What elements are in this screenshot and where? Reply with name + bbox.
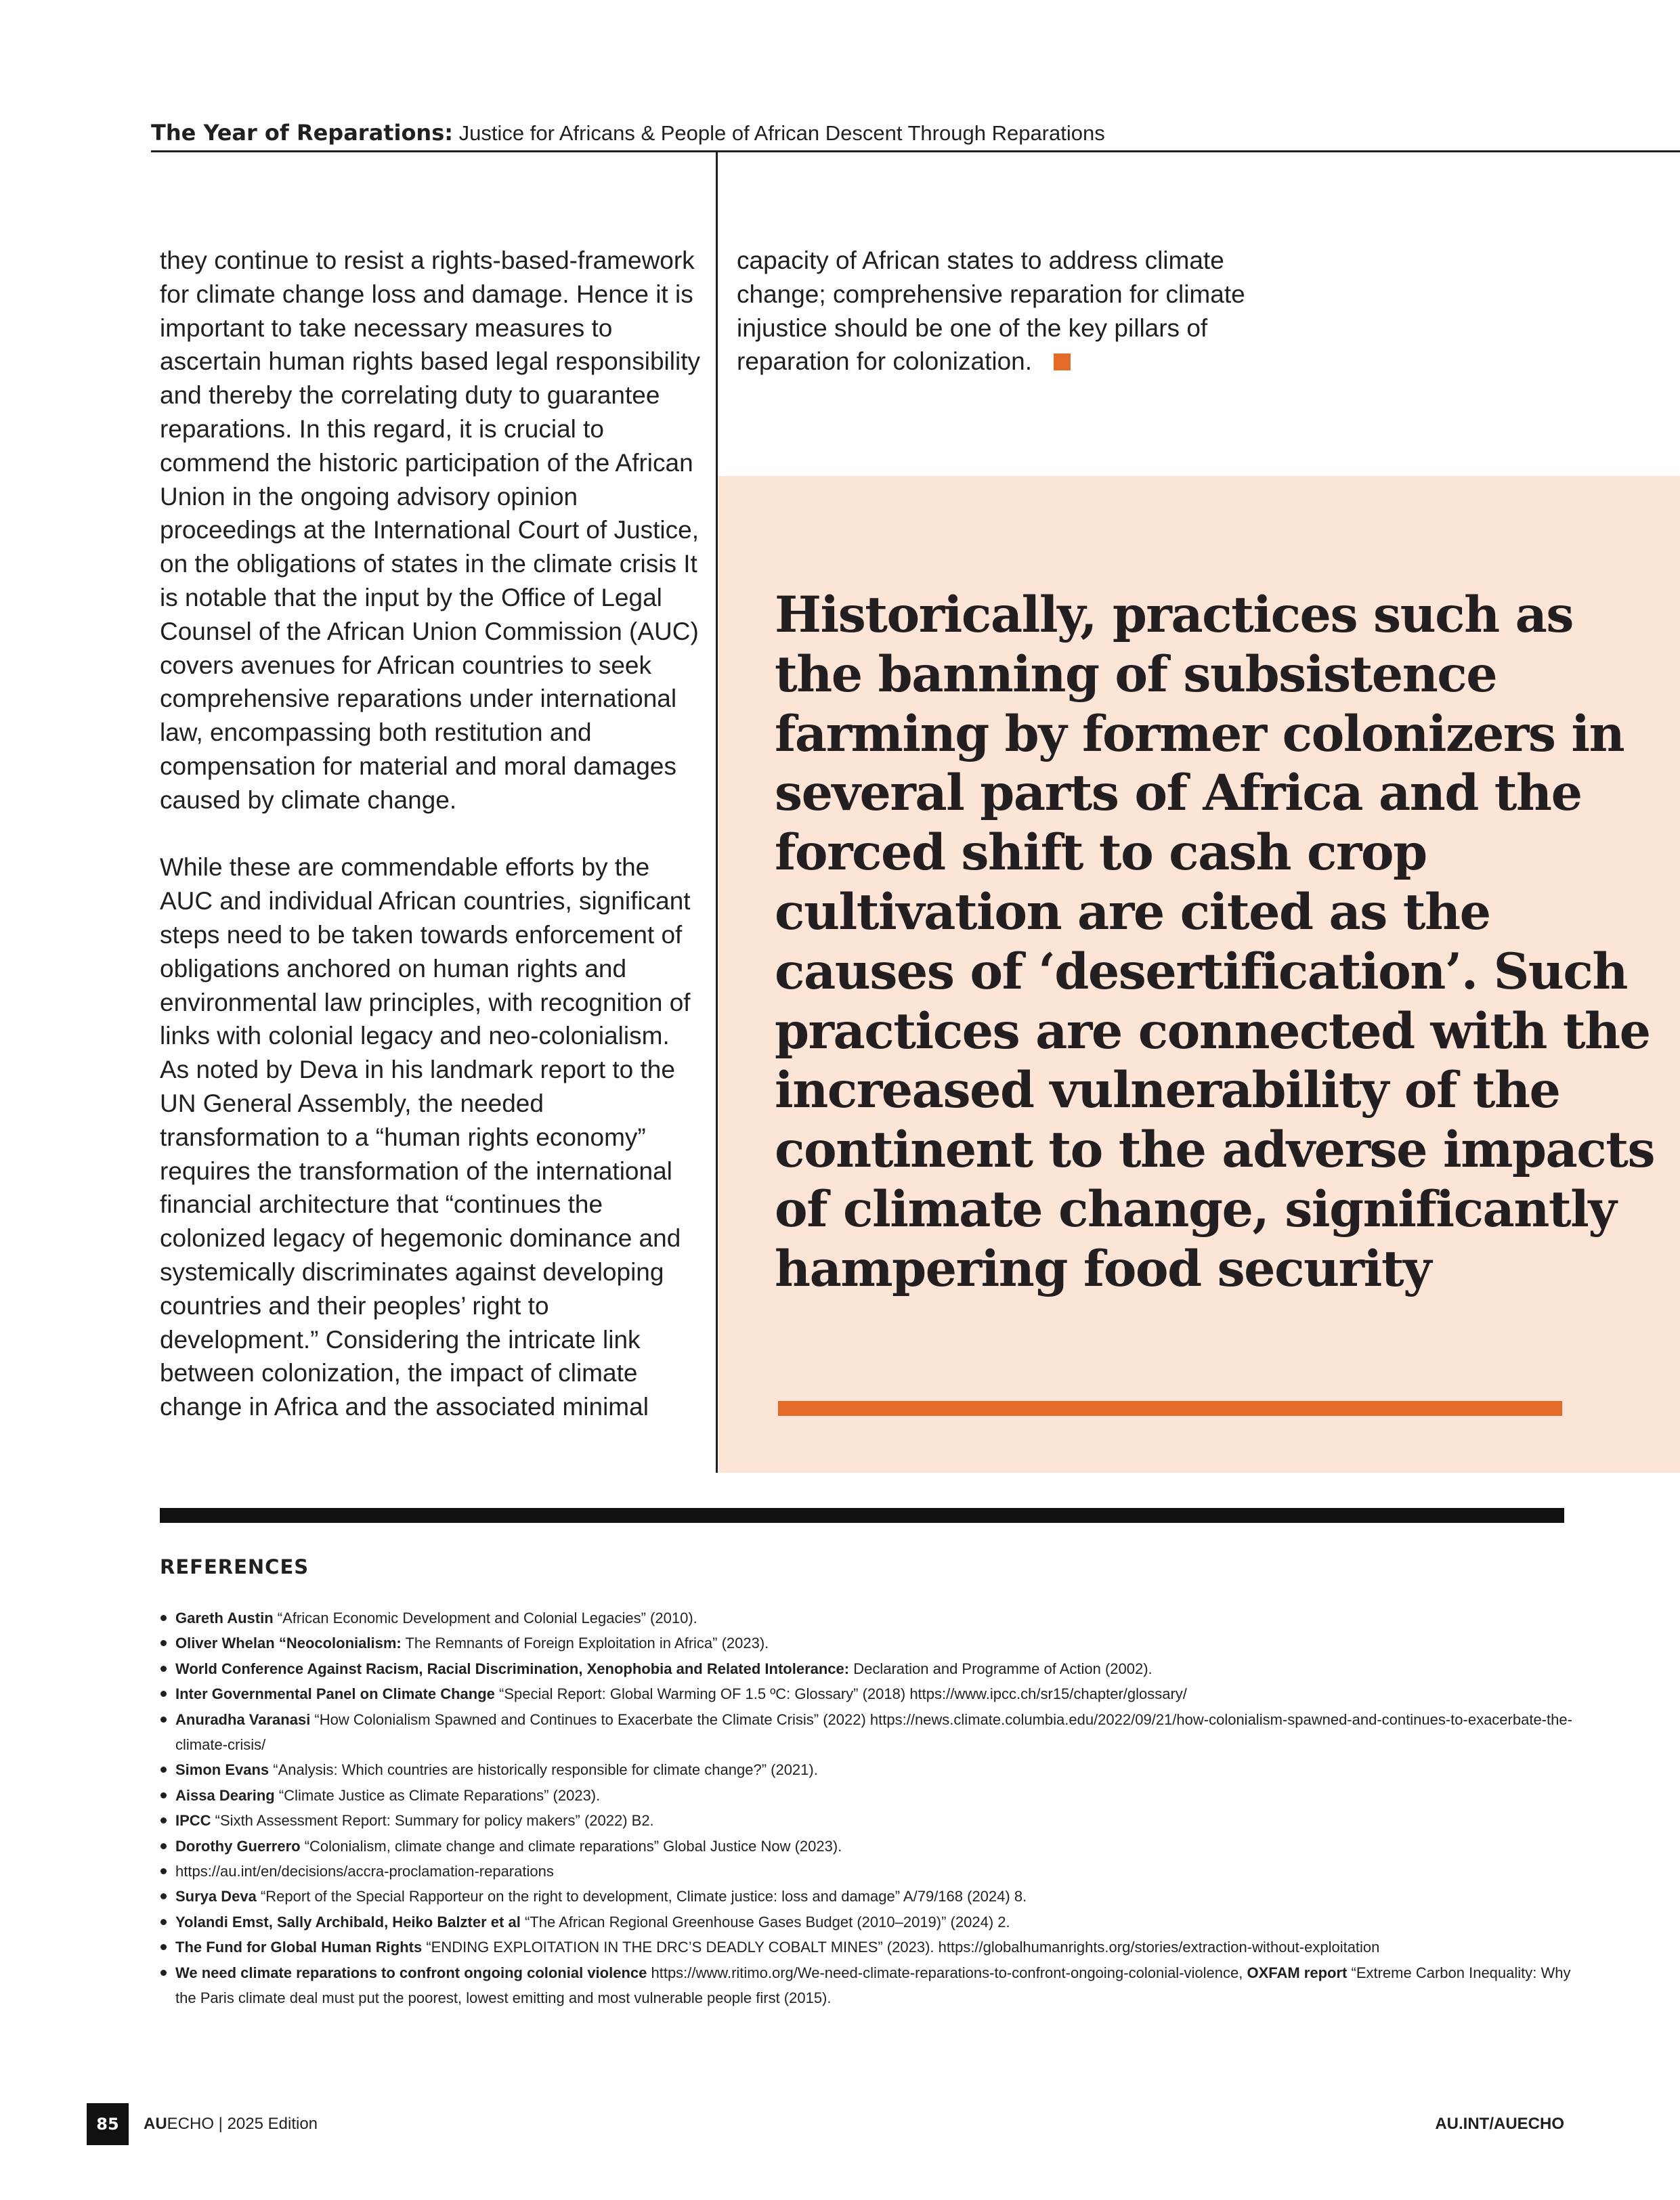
reference-item: We need climate reparations to confront ongoing colonial violence https://www.ritimo.org/We-need-climate-reparations-to-confront-ongoing-colonial-violence, OXFAM report “Extreme Carbon Inequality: Why the Paris climate deal must put the poorest, lowest emitting and most vulnerable people first (2015). (160, 1960, 1575, 2011)
reference-item: Inter Governmental Panel on Climate Change “Special Report: Global Warming OF 1.5 ºC: Glossary” (2018) https://www.ipcc.ch/sr15/chapter/glossary/ (160, 1681, 1575, 1706)
footer-publication (144, 2113, 318, 2135)
reference-link: https://au.int/en/decisions/accra-proclamation-reparations (175, 1863, 554, 1880)
right-column (737, 244, 1278, 379)
reference-item: World Conference Against Racism, Racial Discrimination, Xenophobia and Related Intolerance: Declaration and Programme of Action (2002). (160, 1656, 1575, 1681)
reference-item: The Fund for Global Human Rights “ENDING EXPLOITATION IN THE DRC’S DEADLY COBALT MINES” (2023). https://globalhumanrights.org/stories/extraction-without-exploitation (160, 1935, 1575, 1960)
reference-item (160, 1859, 1575, 1884)
column-divider (716, 152, 718, 1473)
reference-item: IPCC “Sixth Assessment Report: Summary for policy makers” (2022) B2. (160, 1808, 1575, 1833)
pullquote-accent-bar (778, 1401, 1562, 1416)
body-paragraph: they continue to resist a rights-based-framework for climate change loss and damage. Hence it is important to take necessary measures to ascertain human rights based legal responsibility and thereby the correlating duty to guarantee reparations. In this regard, it is crucial to commend the historic participation of the African Union in the ongoing advisory opinion proceedings at the International Court of Justice, on the obligations of states in the climate crisis It is notable that the input by the Office of Legal Counsel of the African Union Commission (AUC) covers avenues for African countries to seek comprehensive reparations under international law, encompassing both restitution and compensation for material and moral damages caused by climate change. (160, 246, 700, 814)
body-paragraph-text: capacity of African states to address climate change; comprehensive reparation for climate injustice should be one of the key pillars of reparation for colonization. (737, 246, 1245, 376)
references-heading: REFERENCES (160, 1555, 309, 1578)
footer-url: AU.INT/AUECHO (1435, 2115, 1564, 2133)
body-paragraph (737, 244, 1278, 379)
reference-item: Simon Evans “Analysis: Which countries are historically responsible for climate change?” (2021). (160, 1757, 1575, 1782)
reference-item: Anuradha Varanasi “How Colonialism Spawned and Continues to Exacerbate the Climate Crisis” (2022) https://news.climate.columbia.edu/2022/09/21/how-colonialism-spawned-and-continues-to-exacerbate-the-climate-crisis/ (160, 1707, 1575, 1758)
reference-item: Yolandi Emst, Sally Archibald, Heiko Balzter et al “The African Regional Greenhouse Gases Budget (2010–2019)” (2024) 2. (160, 1910, 1575, 1935)
footer-edition: | 2025 Edition (214, 2115, 318, 2133)
reference-item: Surya Deva “Report of the Special Rapporteur on the right to development, Climate justice: loss and damage” A/79/168 (2024) 8. (160, 1884, 1575, 1909)
page-number-badge: 85 (87, 2103, 129, 2145)
pullquote: Historically, practices such as the banning of subsistence farming by former colonizers in several parts of Africa and the forced shift to cash crop cultivation are cited as the causes of ‘desertification’. Such practices are connected with the increased vulnerability of the continent to the adverse impacts of climate change, significantly hampering food security (775, 586, 1655, 1298)
footer-brand-echo: ECHO (167, 2115, 215, 2133)
references-list (160, 1605, 1575, 2011)
running-header (151, 119, 1680, 147)
reference-item: Oliver Whelan “Neocolonialism: The Remnants of Foreign Exploitation in Africa” (2023). (160, 1631, 1575, 1656)
running-header-title: The Year of Reparations: (151, 120, 454, 146)
reference-item: Gareth Austin “African Economic Development and Colonial Legacies” (2010). (160, 1605, 1575, 1631)
reference-item: Dorothy Guerrero “Colonialism, climate change and climate reparations” Global Justice Now (2023). (160, 1834, 1575, 1859)
body-paragraph: While these are commendable efforts by the AUC and individual African countries, significant steps need to be taken towards enforcement of obligations anchored on human rights and environmental law principles, with recognition of links with colonial legacy and neo-colonialism. As noted by Deva in his landmark report to the UN General Assembly, the needed transformation to a “human rights economy” requires the transformation of the international financial architecture that “continues the colonized legacy of hegemonic dominance and systemically discriminates against developing countries and their peoples’ right to development.” Considering the intricate link between colonization, the impact of climate change in Africa and the associated minimal (160, 853, 691, 1421)
references-rule (160, 1508, 1564, 1523)
end-of-article-mark (1054, 353, 1071, 370)
footer-brand-au: AU (144, 2115, 167, 2133)
reference-item: Aissa Dearing “Climate Justice as Climate Reparations” (2023). (160, 1783, 1575, 1808)
left-column (160, 244, 702, 1424)
header-rule (151, 150, 1680, 152)
running-header-subtitle: Justice for Africans & People of African Descent Through Reparations (458, 121, 1105, 145)
